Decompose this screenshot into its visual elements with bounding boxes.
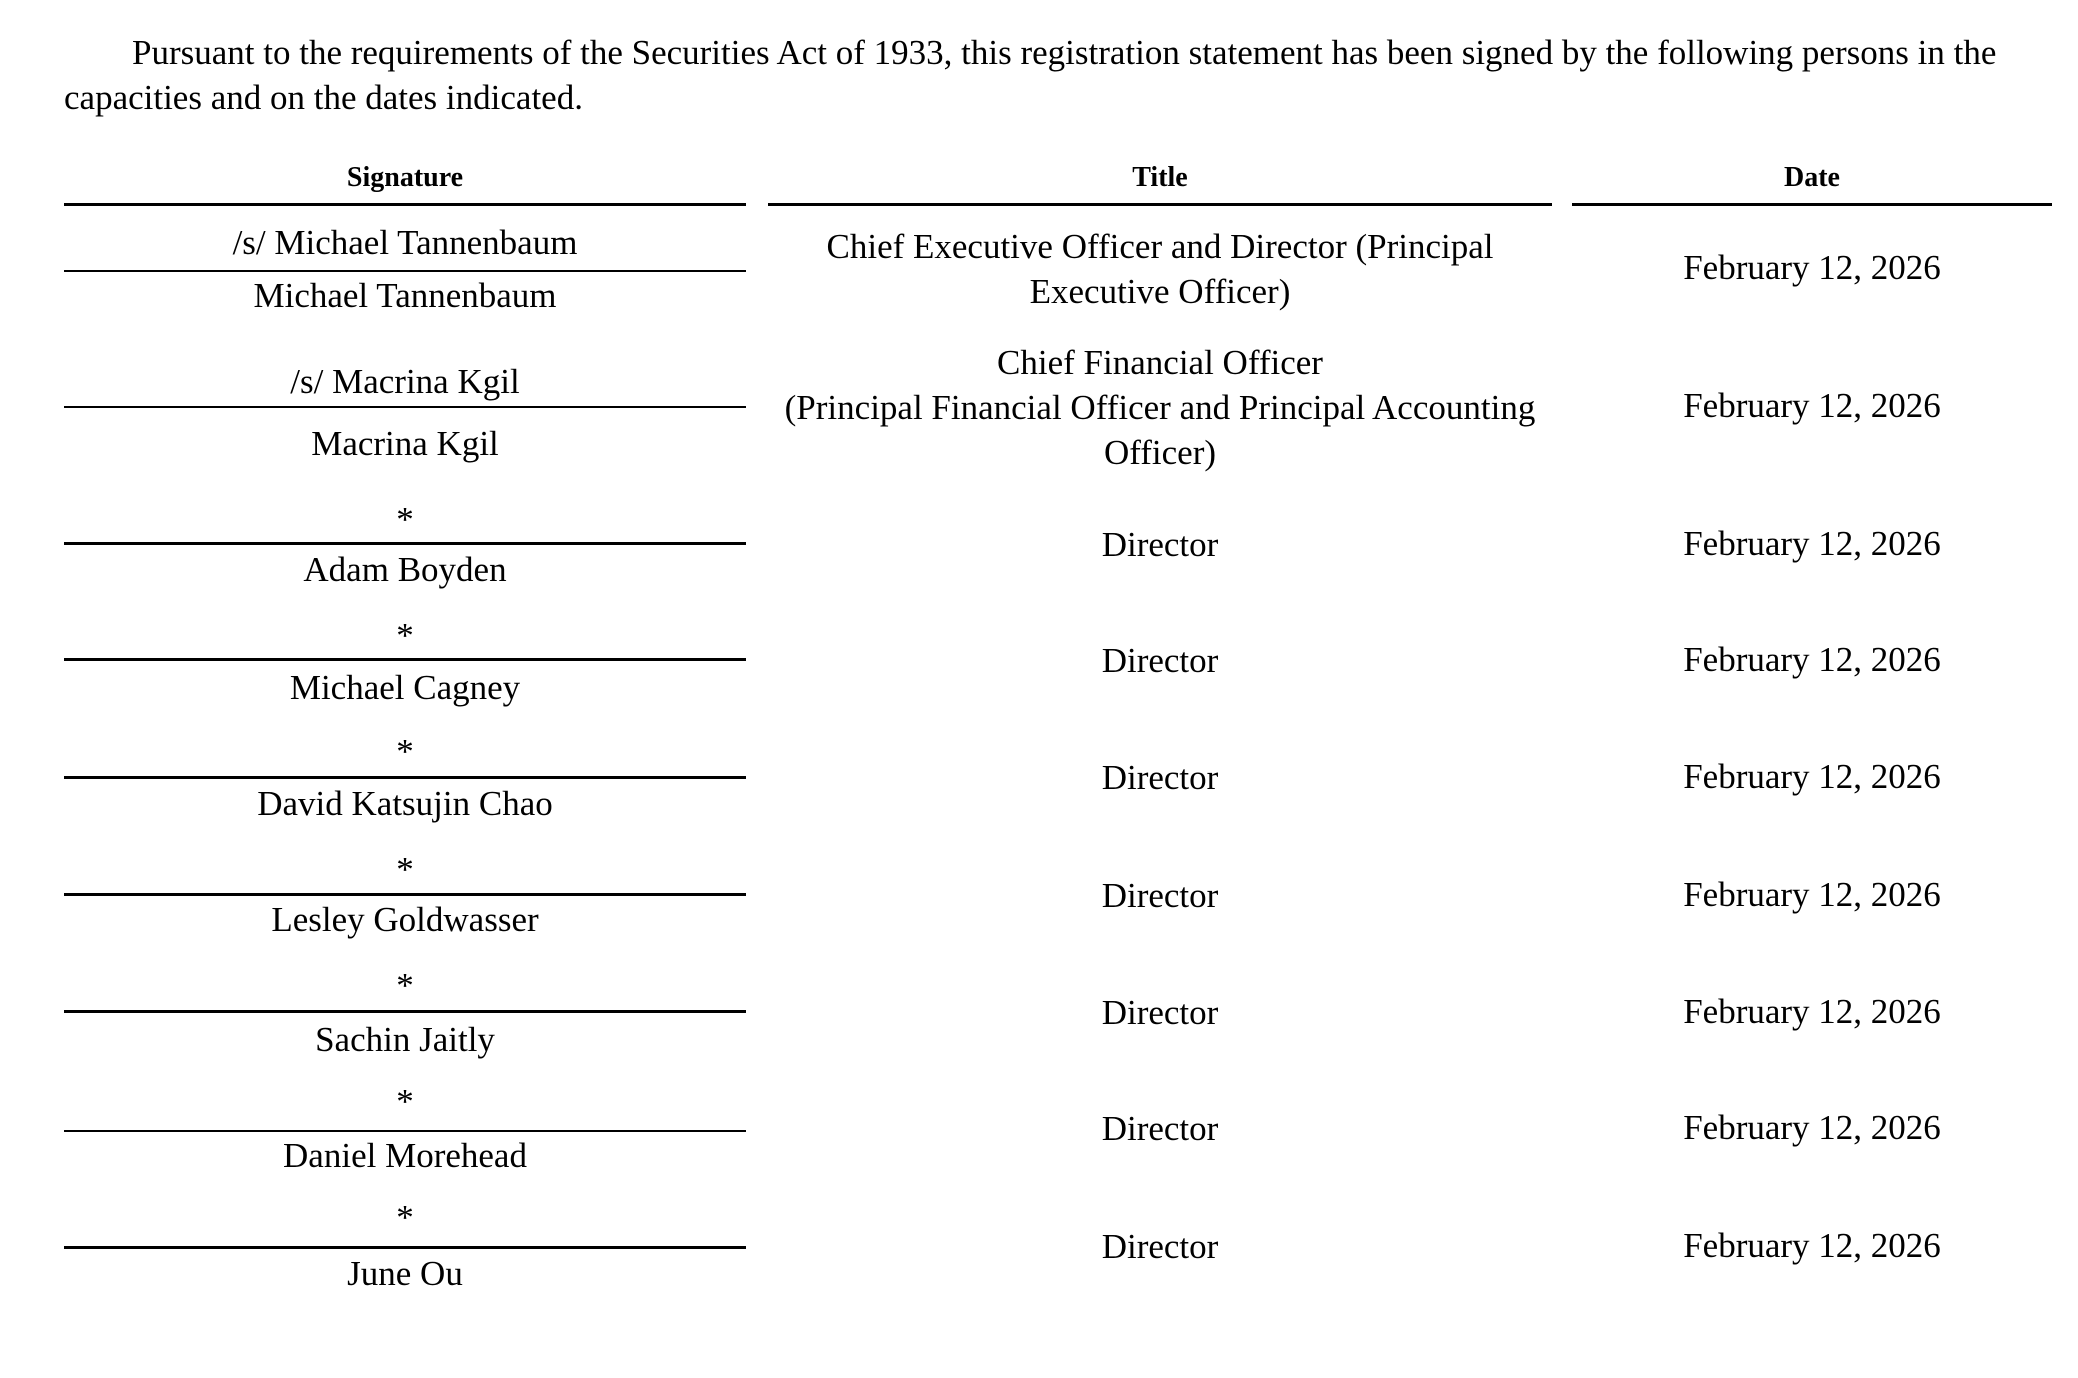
signer-name: Macrina Kgil	[311, 424, 499, 463]
signing-date: February 12, 2026	[1683, 640, 1941, 679]
intro-paragraph: Pursuant to the requirements of the Securities Act of 1933, this registration statement has been signed by the following persons in the capacities and on the dates indicated.	[64, 33, 1997, 117]
signature-rule	[64, 776, 746, 779]
signature-rule	[64, 542, 746, 545]
signing-date: February 12, 2026	[1683, 992, 1941, 1031]
signer-name: Lesley Goldwasser	[271, 900, 539, 939]
signer-title: Director	[1101, 993, 1219, 1032]
signature-line-text: *	[396, 500, 414, 539]
signer-name: David Katsujin Chao	[257, 784, 553, 823]
signer-title: Director	[1101, 641, 1219, 680]
date-column-header: Date	[1784, 162, 1840, 193]
date-header-rule	[1572, 203, 2052, 206]
signer-title: Director	[1101, 876, 1219, 915]
signature-header-rule	[64, 203, 746, 206]
signature-rule	[64, 406, 746, 408]
signing-date: February 12, 2026	[1683, 248, 1941, 287]
signature-line-text: /s/ Michael Tannenbaum	[232, 223, 578, 262]
signer-title: Director	[1101, 758, 1219, 797]
signature-rule	[64, 1130, 746, 1132]
signature-line-text: /s/ Macrina Kgil	[290, 362, 520, 401]
signer-name: Sachin Jaitly	[315, 1020, 495, 1059]
signature-rule	[64, 270, 746, 272]
signature-column-header: Signature	[346, 162, 464, 193]
signature-rule	[64, 658, 746, 661]
signer-name: Michael Cagney	[289, 668, 521, 707]
title-column-header: Title	[1132, 162, 1188, 193]
signer-name: June Ou	[347, 1254, 463, 1293]
signing-date: February 12, 2026	[1683, 875, 1941, 914]
signature-line-text: *	[396, 616, 414, 655]
signer-title: Director	[1101, 1109, 1219, 1148]
signer-title: Director	[1101, 525, 1219, 564]
signer-name: Adam Boyden	[303, 550, 507, 589]
signing-date: February 12, 2026	[1683, 386, 1941, 425]
signature-rule	[64, 1246, 746, 1249]
signature-line-text: *	[396, 732, 414, 771]
signing-date: February 12, 2026	[1683, 757, 1941, 796]
signature-line-text: *	[396, 850, 414, 889]
signature-rule	[64, 893, 746, 896]
signature-line-text: *	[396, 1198, 414, 1237]
signer-title: Chief Executive Officer and Director (Principal Executive Officer)	[826, 227, 1494, 311]
signer-title: Chief Financial Officer (Principal Financial Officer and Principal Accounting Officer)	[784, 343, 1536, 472]
signing-date: February 12, 2026	[1683, 524, 1941, 563]
signature-line-text: *	[396, 966, 414, 1005]
signer-name: Daniel Morehead	[283, 1136, 527, 1175]
signature-rule	[64, 1010, 746, 1013]
title-header-rule	[768, 203, 1552, 206]
signing-date: February 12, 2026	[1683, 1108, 1941, 1147]
signer-name: Michael Tannenbaum	[253, 276, 557, 315]
signature-line-text: *	[396, 1082, 414, 1121]
signer-title: Director	[1101, 1227, 1219, 1266]
signing-date: February 12, 2026	[1683, 1226, 1941, 1265]
